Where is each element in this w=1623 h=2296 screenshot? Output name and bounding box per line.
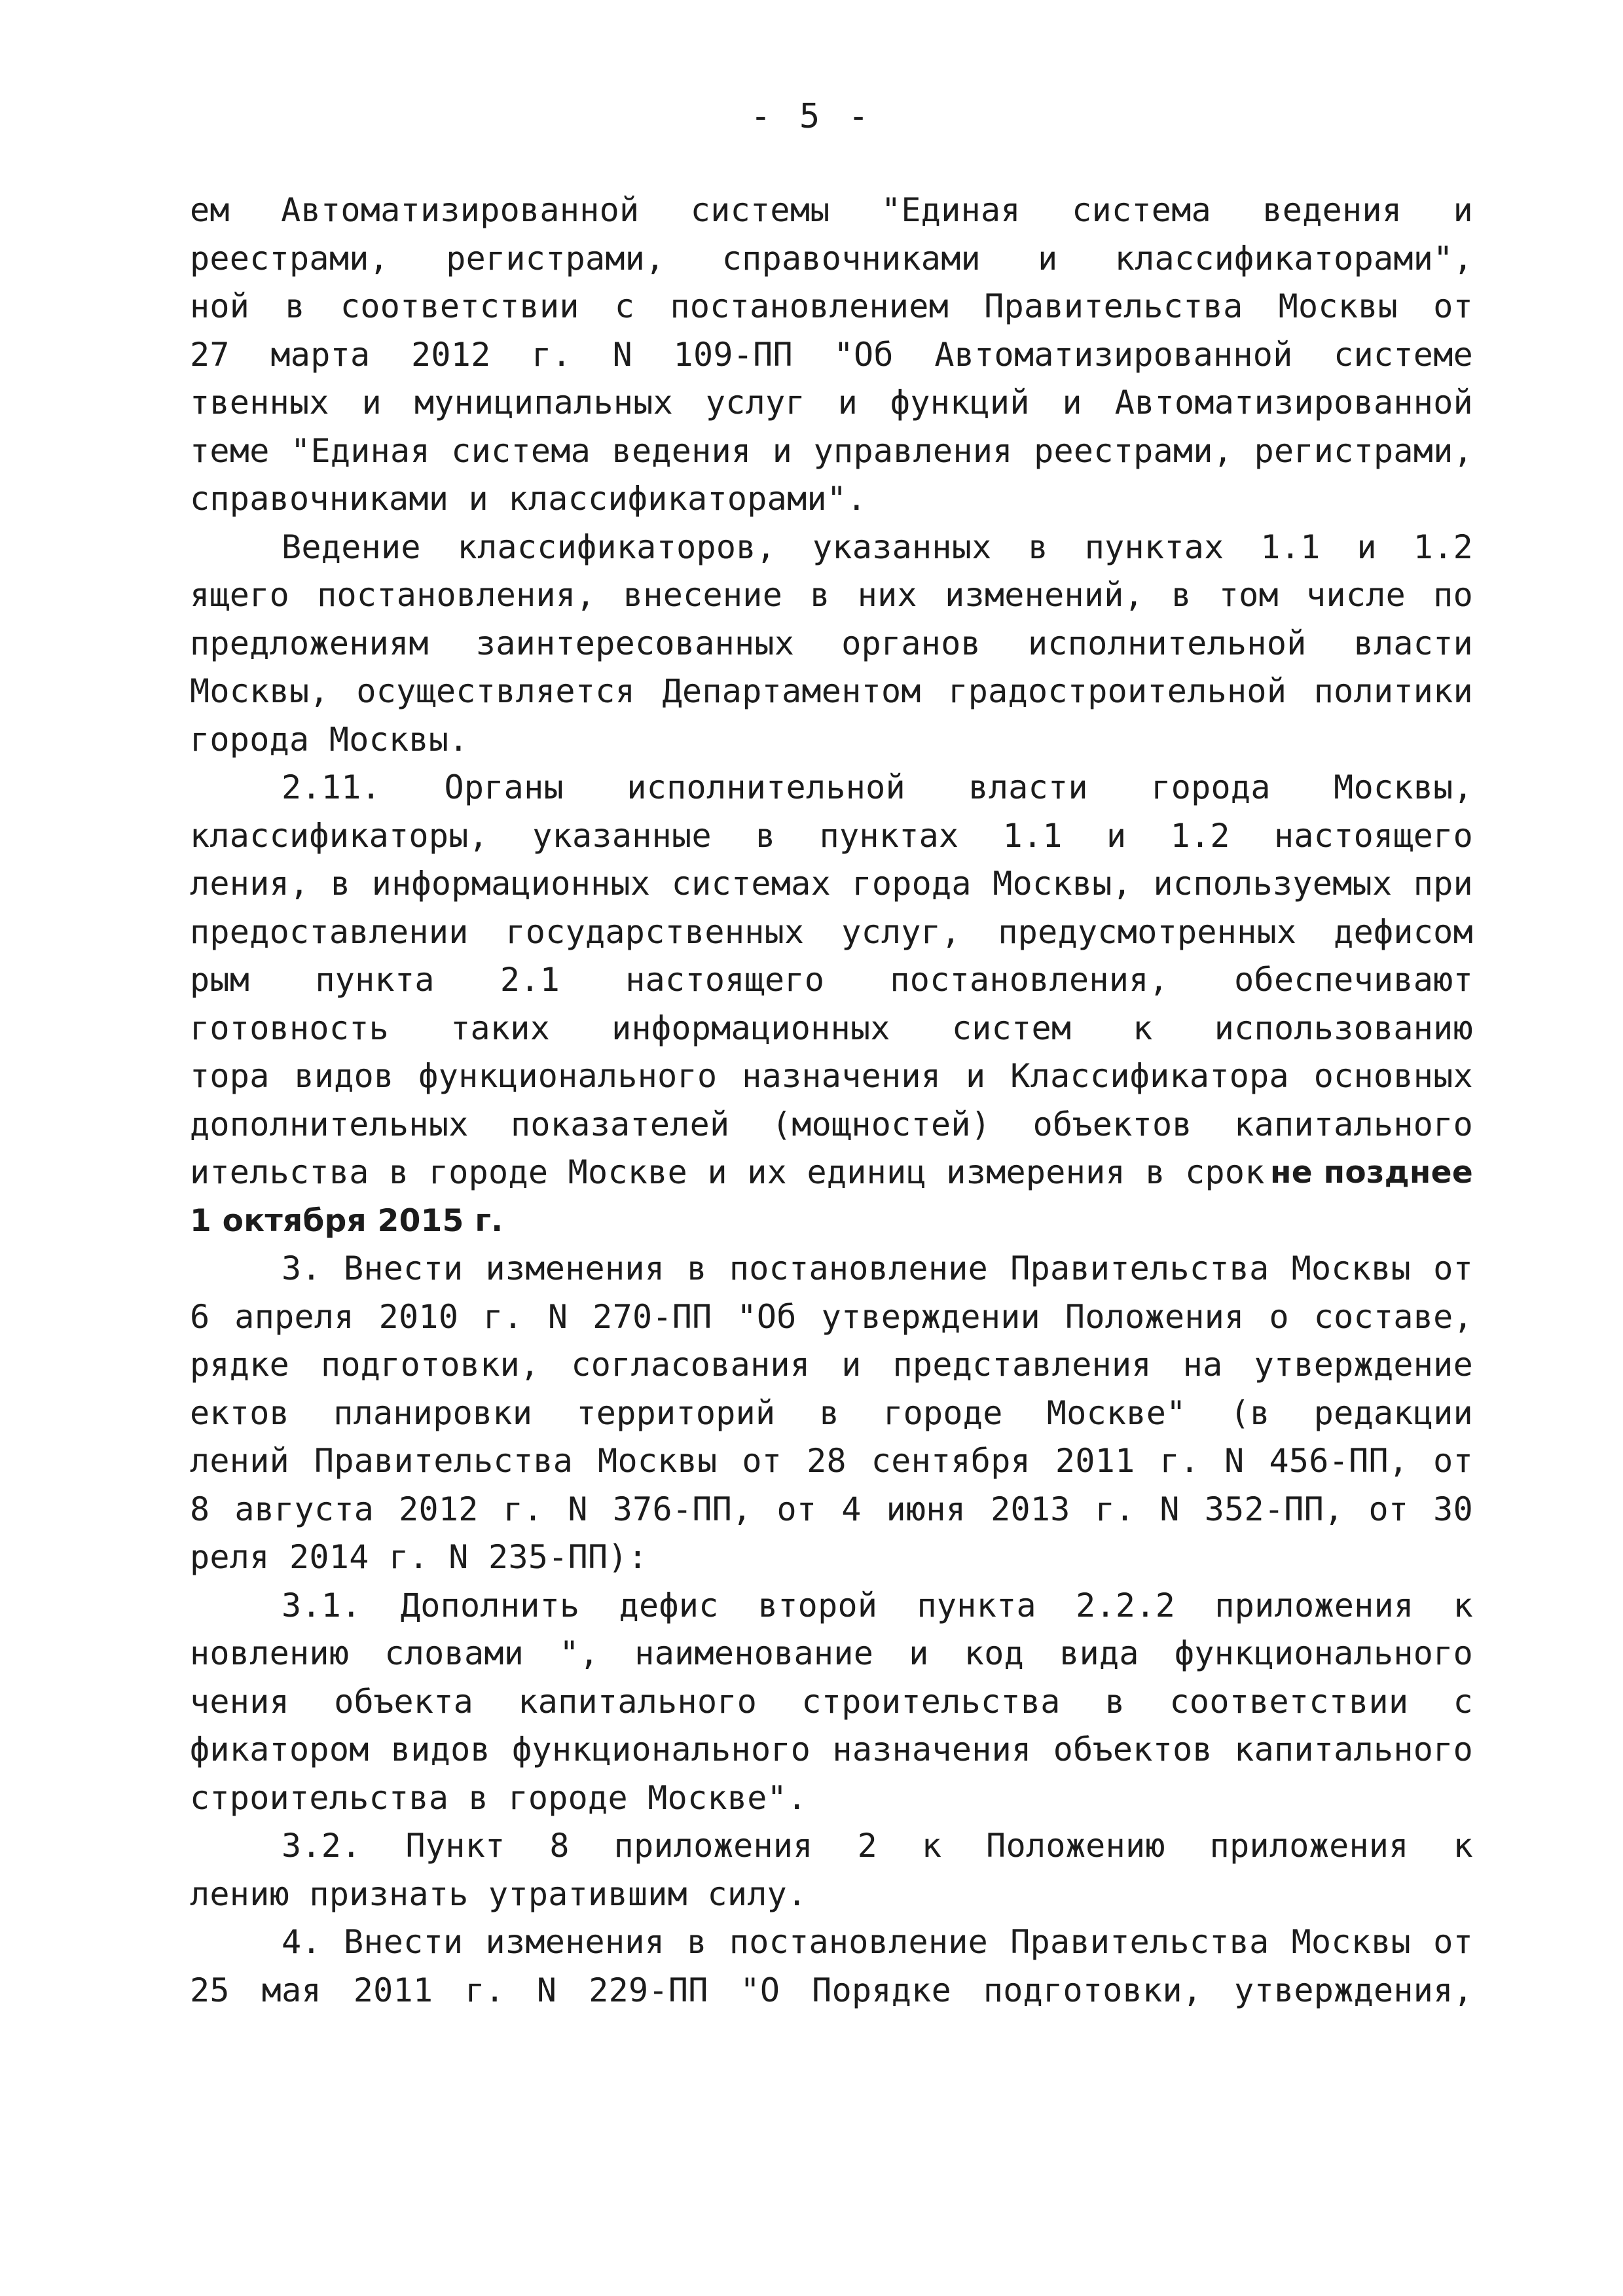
paragraph-3 (190, 1245, 1473, 1582)
text-line: рым пункта 2.1 настоящего постановления, обеспечивают (190, 961, 1473, 999)
text-line (190, 1149, 1473, 1197)
text-line: твенных и муниципальных услуг и функций и Автоматизированной (190, 384, 1473, 422)
text-line: 3. Внести изменения в постановление Правительства Москвы от (282, 1249, 1473, 1287)
text-line: 25 мая 2011 г. N 229-ПП "О Порядке подготовки, утверждения, (190, 1971, 1473, 2009)
text-line: города Москвы. (190, 720, 469, 759)
text-line: классификаторы, указанные в пунктах 1.1 и 1.2 настоящего (190, 816, 1473, 855)
text-line: новлению словами ", наименование и код вида функционального (190, 1634, 1473, 1672)
text-line: ления, в информационных системах города Москвы, используемых при (190, 865, 1473, 903)
paragraph-3-1 (190, 1582, 1473, 1823)
paragraph-4 (190, 1918, 1473, 2015)
text-line: тора видов функционального назначения и Классификатора основных (190, 1057, 1473, 1095)
text-line: теме "Единая система ведения и управления реестрами, регистрами, (190, 431, 1473, 470)
text-line: 4. Внести изменения в постановление Правительства Москвы от (282, 1923, 1473, 1961)
text-line: ем Автоматизированной системы "Единая система ведения и (190, 191, 1473, 229)
text-line: фикатором видов функционального назначения объектов капитального (190, 1731, 1473, 1768)
text-line: чения объекта капитального строительства в соответствии с (190, 1682, 1473, 1721)
paragraph-1 (190, 187, 1473, 524)
text-segment: ительства в городе Москве и их единиц измерения в срок (190, 1153, 1265, 1191)
text-line: 6 апреля 2010 г. N 270-ПП "Об утверждении Положения о составе, (190, 1297, 1473, 1336)
paragraph-2 (190, 524, 1473, 764)
text-line: лению признать утратившим силу. (190, 1874, 807, 1913)
text-line: справочниками и классификаторами". (190, 480, 867, 518)
text-line: рядке подготовки, согласования и представления на утверждение (190, 1346, 1473, 1384)
text-line: 2.11. Органы исполнительной власти города Москвы, (282, 768, 1473, 806)
text-line: реестрами, регистрами, справочниками и классификаторами", (190, 239, 1473, 278)
text-line: 3.2. Пункт 8 приложения 2 к Положению приложения к (282, 1827, 1473, 1865)
text-line: реля 2014 г. N 235-ПП): (190, 1538, 648, 1576)
text-line: 27 марта 2012 г. N 109-ПП "Об Автоматизированной системе (190, 335, 1473, 374)
text-line: ной в соответствии с постановлением Правительства Москвы от (190, 287, 1473, 325)
paragraph-3-2 (190, 1822, 1473, 1918)
page-number: - 5 - (750, 97, 873, 136)
text-line: лений Правительства Москвы от 28 сентября 2011 г. N 456-ПП, от (190, 1442, 1473, 1480)
text-line: готовность таких информационных систем к использованию (190, 1009, 1473, 1047)
text-line: предложениям заинтересованных органов исполнительной власти (190, 624, 1473, 662)
document-body (190, 187, 1473, 2015)
text-line: предоставлении государственных услуг, предусмотренных дефисом (190, 912, 1473, 951)
text-line: 3.1. Дополнить дефис второй пункта 2.2.2 приложения к (282, 1586, 1473, 1624)
text-line: Ведение классификаторов, указанных в пунктах 1.1 и 1.2 (282, 528, 1473, 566)
text-line: строительства в городе Москве". (190, 1778, 807, 1817)
text-line: Москвы, осуществляется Департаментом градостроительной политики (190, 672, 1473, 710)
text-line: ектов планировки территорий в городе Москве" (в редакции (190, 1393, 1473, 1432)
paragraph-2-11 (190, 764, 1473, 1245)
deadline-date: 1 октября 2015 г. (190, 1202, 503, 1239)
text-line: ящего постановления, внесение в них изменений, в том числе по (190, 576, 1473, 614)
text-line: дополнительных показателей (мощностей) объектов капитального (190, 1105, 1473, 1143)
text-line: 8 августа 2012 г. N 376-ПП, от 4 июня 2013 г. N 352-ПП, от 30 (190, 1490, 1473, 1528)
deadline-text: не позднее (1270, 1155, 1473, 1191)
